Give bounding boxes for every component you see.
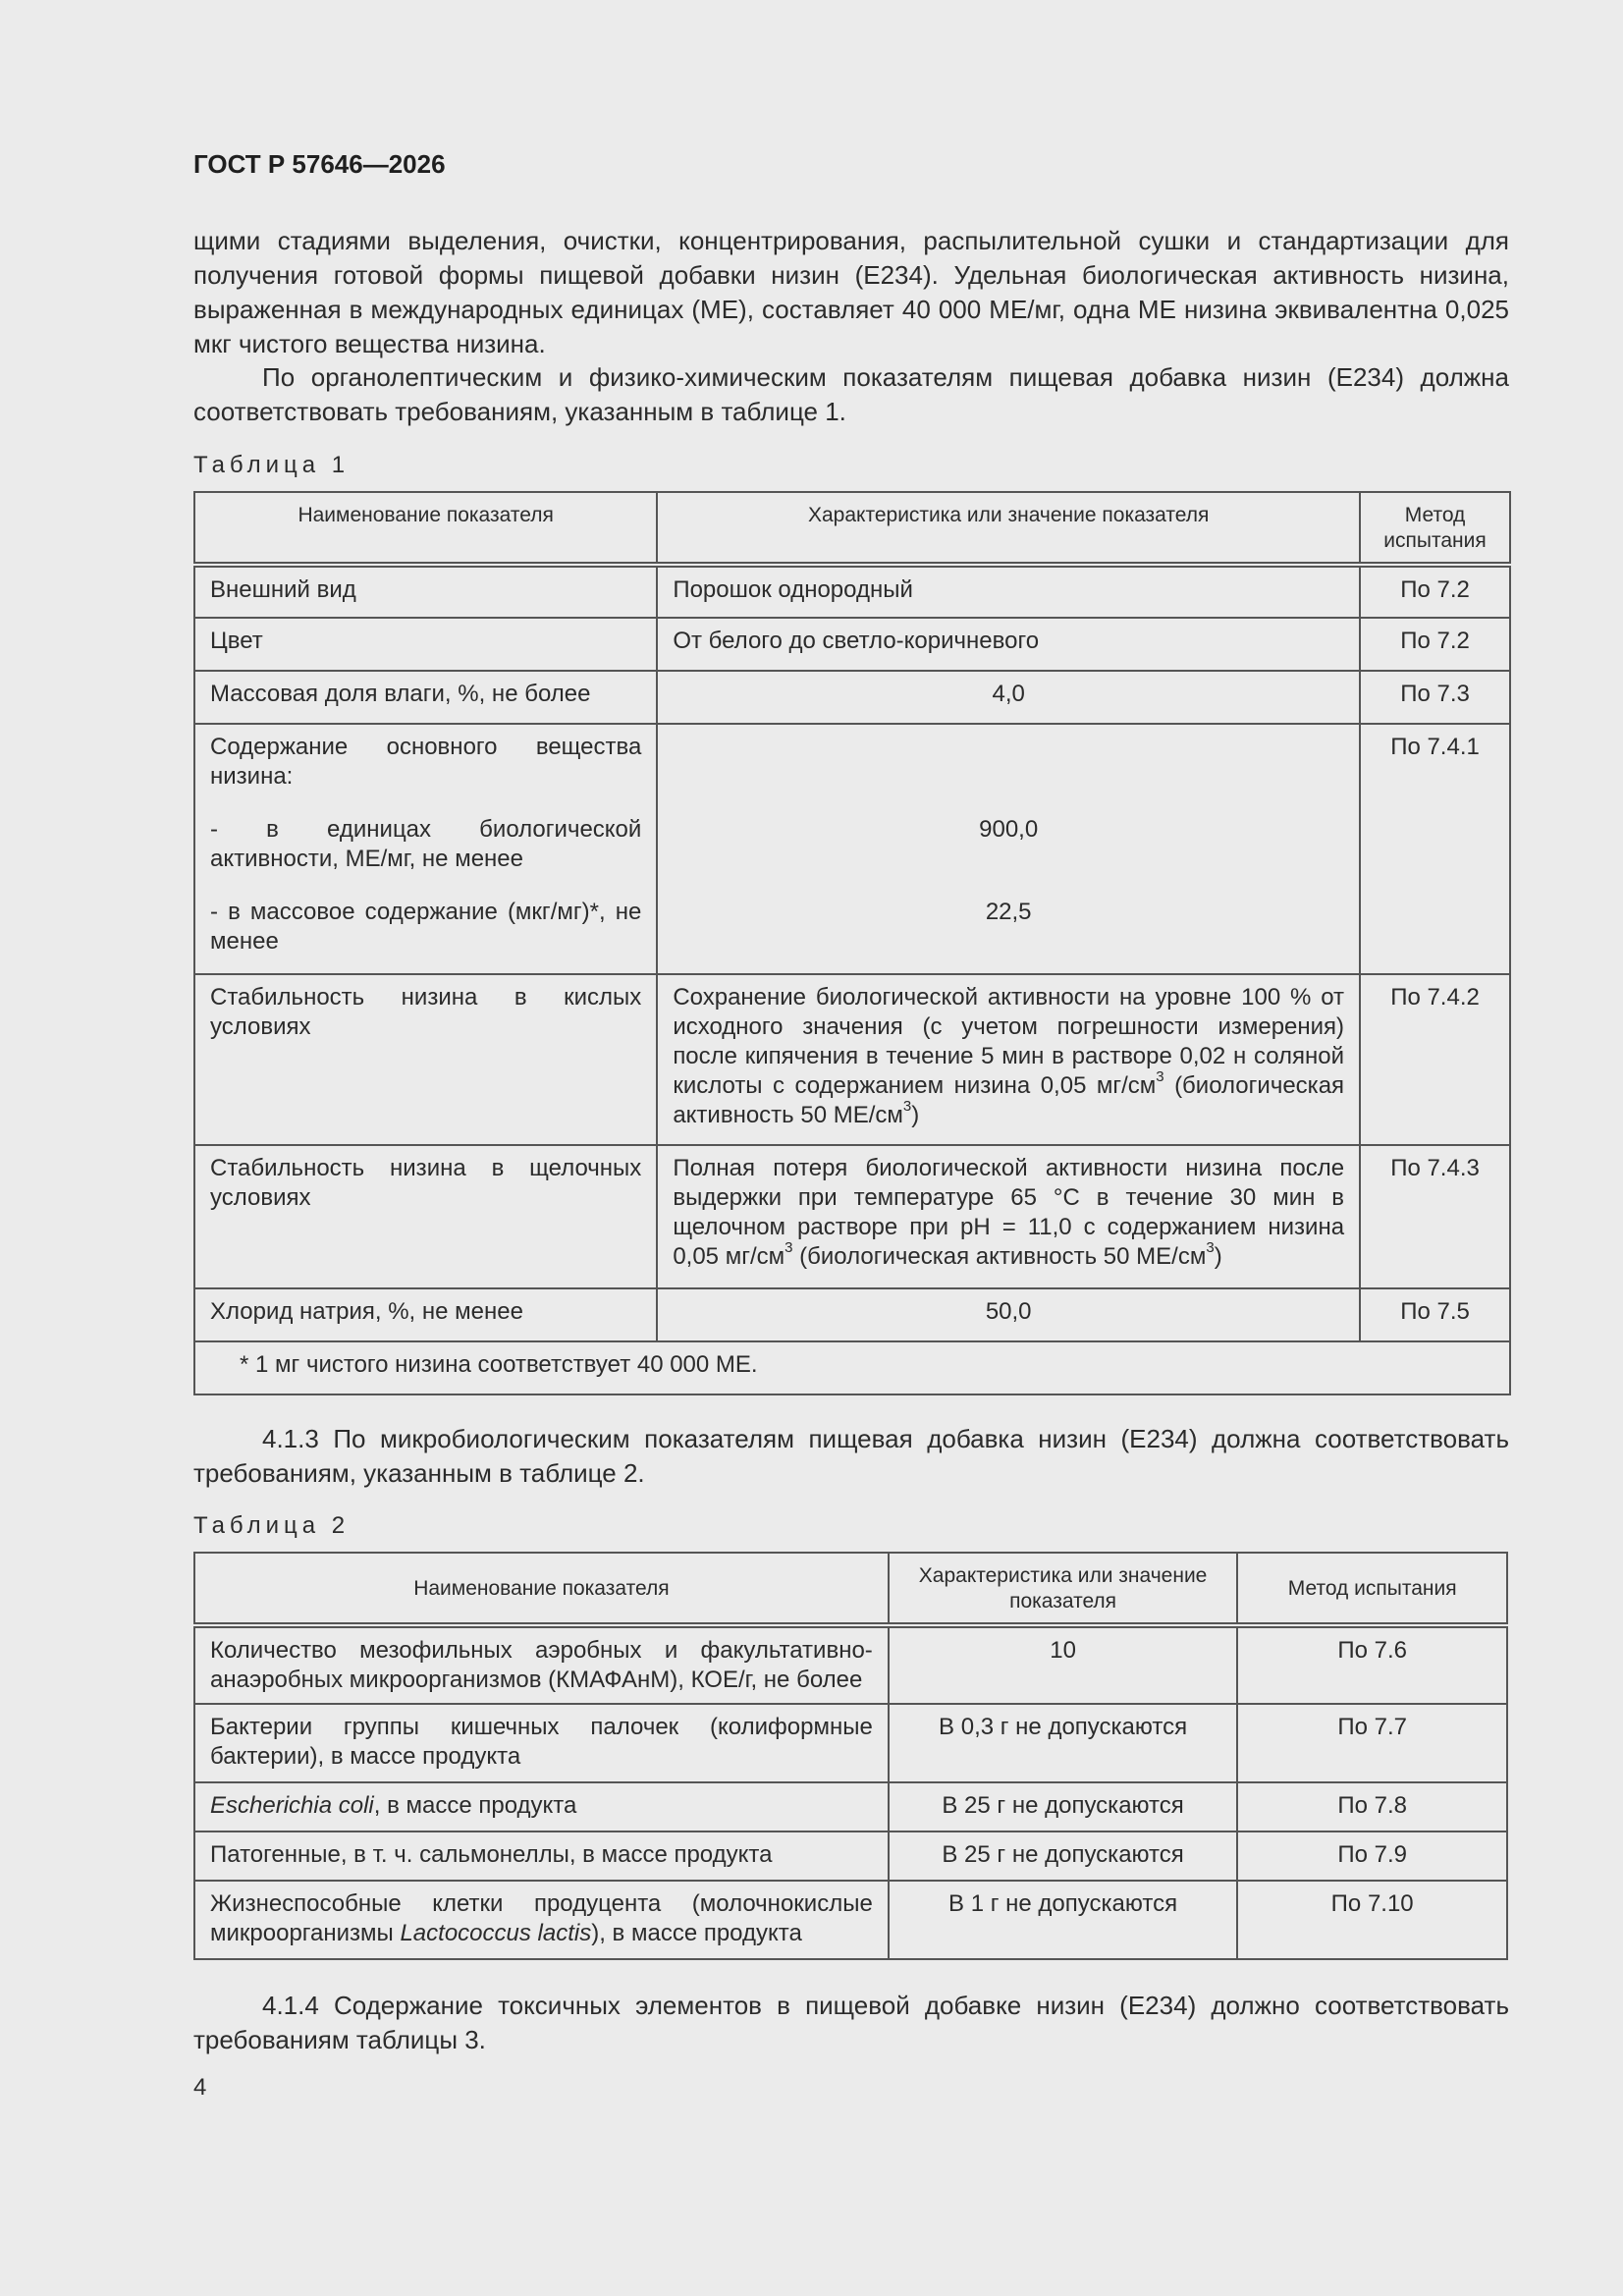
cell-text: (биологическая активность 50 МЕ/см bbox=[792, 1243, 1207, 1270]
table-row bbox=[194, 1288, 1510, 1341]
cell: Стабильность низина в кислых условиях bbox=[194, 974, 657, 1145]
cell-text: ) bbox=[1214, 1243, 1222, 1270]
cell: В 25 г не допускаются bbox=[889, 1782, 1238, 1831]
superscript: 3 bbox=[1156, 1068, 1164, 1085]
cell: Патогенные, в т. ч. сальмонеллы, в массе продукта bbox=[194, 1831, 889, 1881]
cell: 4,0 bbox=[657, 671, 1360, 724]
table1-header-value: Характеристика или значение показателя bbox=[657, 492, 1360, 565]
cell: По 7.2 bbox=[1360, 618, 1510, 671]
cell bbox=[194, 1881, 889, 1959]
table-row bbox=[194, 1704, 1507, 1782]
cell: По 7.4.2 bbox=[1360, 974, 1510, 1145]
table-2 bbox=[193, 1552, 1508, 1960]
table-row bbox=[194, 671, 1510, 724]
cell: По 7.2 bbox=[1360, 565, 1510, 618]
cell-value: 900,0 bbox=[979, 816, 1039, 843]
cell bbox=[657, 974, 1360, 1145]
cell bbox=[657, 1145, 1360, 1288]
cell: По 7.8 bbox=[1237, 1782, 1507, 1831]
table-1 bbox=[193, 491, 1511, 1395]
table2-header-name: Наименование показателя bbox=[194, 1553, 889, 1625]
cell: По 7.10 bbox=[1237, 1881, 1507, 1959]
cell: Массовая доля влаги, %, не более bbox=[194, 671, 657, 724]
cell-text: (биологическая активность 50 МЕ/см bbox=[673, 1072, 1345, 1128]
table-row bbox=[194, 1145, 1510, 1288]
table-row bbox=[194, 565, 1510, 618]
cell: 10 bbox=[889, 1625, 1238, 1704]
cell: В 0,3 г не допускаются bbox=[889, 1704, 1238, 1782]
cell: По 7.9 bbox=[1237, 1831, 1507, 1881]
cell bbox=[657, 724, 1360, 974]
cell: Бактерии группы кишечных палочек (колиформные бактерии), в массе продукта bbox=[194, 1704, 889, 1782]
cell: Количество мезофильных аэробных и факультативно-анаэробных микроорганизмов (КМАФАнМ), КОЕ/г, не более bbox=[194, 1625, 889, 1704]
table-row bbox=[194, 618, 1510, 671]
table-footnote: * 1 мг чистого низина соответствует 40 000 МЕ. bbox=[194, 1341, 1510, 1394]
table-row bbox=[194, 1625, 1507, 1704]
cell-text: Сохранение биологической активности на уровне 100 % от исходного значения (с учетом погрешности измерения) после кипячения в течение 5 мин в растворе 0,02 н соляной кислоты с содержанием низина 0,05 мг/см bbox=[673, 984, 1345, 1099]
table-row bbox=[194, 1782, 1507, 1831]
cell: 50,0 bbox=[657, 1288, 1360, 1341]
cell bbox=[194, 1782, 889, 1831]
cell: Хлорид натрия, %, не менее bbox=[194, 1288, 657, 1341]
cell-line: Содержание основного вещества низина: bbox=[210, 734, 642, 790]
cell-text: ) bbox=[911, 1102, 920, 1128]
superscript: 3 bbox=[902, 1098, 912, 1115]
cell: От белого до светло-коричневого bbox=[657, 618, 1360, 671]
paragraph-4-1-3: 4.1.3 По микробиологическим показателям пищевая добавка низин (Е234) должна соответствовать требованиям, указанным в таблице 2. bbox=[193, 1424, 1509, 1488]
cell: По 7.6 bbox=[1237, 1625, 1507, 1704]
cell: Порошок однородный bbox=[657, 565, 1360, 618]
cell: Цвет bbox=[194, 618, 657, 671]
document-header: ГОСТ Р 57646—2026 bbox=[193, 149, 446, 179]
superscript: 3 bbox=[784, 1239, 793, 1256]
cell-text: , в массе продукта bbox=[373, 1792, 577, 1819]
cell bbox=[194, 724, 657, 974]
superscript: 3 bbox=[1206, 1239, 1215, 1256]
table2-caption: Таблица 2 bbox=[193, 1512, 351, 1539]
cell: Внешний вид bbox=[194, 565, 657, 618]
cell-text-italic: Lactococcus lactis bbox=[400, 1920, 592, 1946]
cell-text: ), в массе продукта bbox=[591, 1920, 802, 1946]
cell-line: - в единицах биологической активности, МЕ/мг, не менее bbox=[210, 816, 642, 872]
table-row bbox=[194, 724, 1510, 974]
table-footnote-row bbox=[194, 1341, 1510, 1394]
cell-line: - в массовое содержание (мкг/мг)*, не менее bbox=[210, 899, 642, 955]
table-row bbox=[194, 974, 1510, 1145]
table-row bbox=[194, 1831, 1507, 1881]
intro-paragraph-1: щими стадиями выделения, очистки, концентрирования, распылительной сушки и стандартизации для получения готовой формы пищевой добавки низин (Е234). Удельная биологическая активность низина, выраженная в международных единицах (МЕ), составляет 40 000 МЕ/мг, одна МЕ низина эквивалентна 0,025 мкг чистого вещества низина. bbox=[193, 226, 1509, 358]
intro-paragraph-2: По органолептическим и физико-химическим показателям пищевая добавка низин (Е234) должна соответствовать требованиям, указанным в таблице 1. bbox=[193, 362, 1509, 426]
cell: Стабильность низина в щелочных условиях bbox=[194, 1145, 657, 1288]
table2-header-value: Характеристика или значение показателя bbox=[889, 1553, 1238, 1625]
cell: В 1 г не допускаются bbox=[889, 1881, 1238, 1959]
cell: В 25 г не допускаются bbox=[889, 1831, 1238, 1881]
cell: По 7.3 bbox=[1360, 671, 1510, 724]
table2-header-method: Метод испытания bbox=[1237, 1553, 1507, 1625]
cell: По 7.4.3 bbox=[1360, 1145, 1510, 1288]
cell-text: Полная потеря биологической активности низина после выдержки при температуре 65 °С в течение 30 мин в щелочном растворе при рН = 11,0 с содержанием низина 0,05 мг/см bbox=[673, 1155, 1345, 1270]
table-row bbox=[194, 1881, 1507, 1959]
cell-text: Жизнеспособные клетки продуцента (молочнокислые микроорганизмы bbox=[210, 1890, 873, 1946]
table1-header-method: Метод испытания bbox=[1360, 492, 1510, 565]
table1-caption: Таблица 1 bbox=[193, 452, 351, 478]
cell: По 7.7 bbox=[1237, 1704, 1507, 1782]
page-number: 4 bbox=[193, 2074, 207, 2101]
table1-header-name: Наименование показателя bbox=[194, 492, 657, 565]
cell-value: 22,5 bbox=[985, 899, 1032, 925]
paragraph-4-1-4: 4.1.4 Содержание токсичных элементов в пищевой добавке низин (Е234) должно соответствовать требованиям таблицы 3. bbox=[193, 1991, 1509, 2054]
cell-text-italic: Escherichia coli bbox=[210, 1792, 374, 1819]
cell: По 7.4.1 bbox=[1360, 724, 1510, 974]
cell: По 7.5 bbox=[1360, 1288, 1510, 1341]
